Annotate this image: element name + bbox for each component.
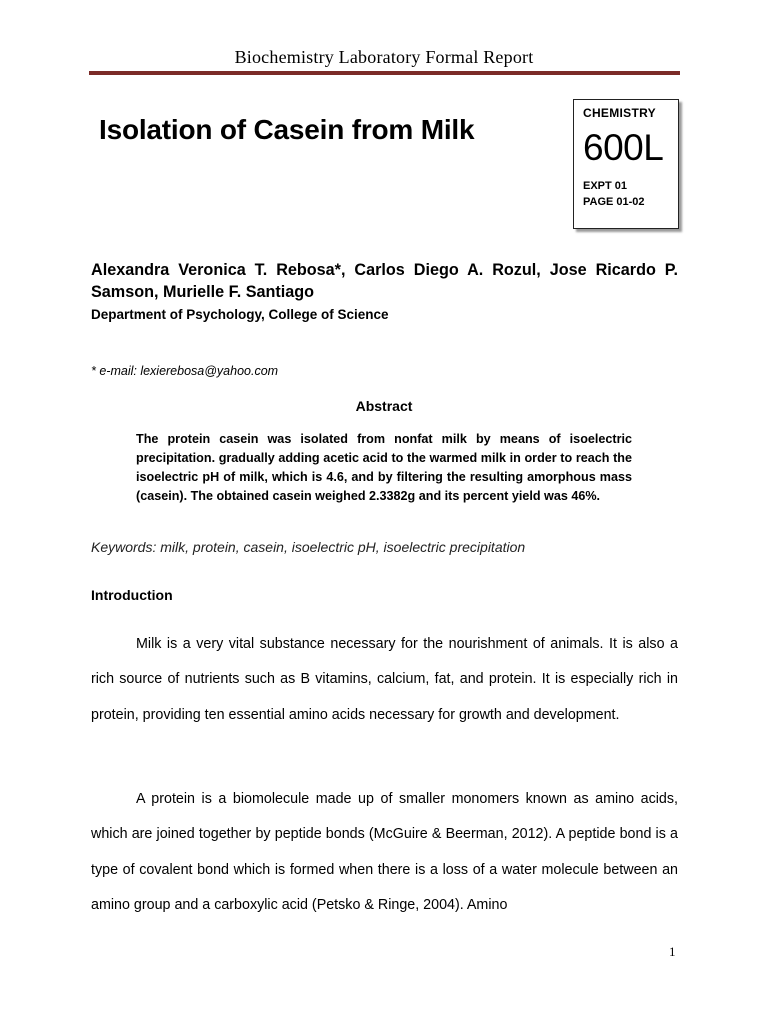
abstract-heading: Abstract	[355, 398, 413, 414]
keywords-line: Keywords: milk, protein, casein, isoelectric pH, isoelectric precipitation	[91, 539, 526, 555]
page-number: 1	[669, 944, 676, 959]
header-divider	[89, 71, 680, 75]
author-list: Alexandra Veronica T. Rebosa*, Carlos Diego A. Rozul, Jose Ricardo P. Samson, Murielle F. Santiago	[91, 261, 678, 301]
introduction-heading: Introduction	[91, 587, 173, 603]
corresponding-email: * e-mail: lexierebosa@yahoo.com	[91, 364, 279, 378]
introduction-paragraph: A protein is a biomolecule made up of smaller monomers known as amino acids, which are joined together by peptide bonds (McGuire & Beerman, 2012). A peptide bond is a type of covalent bond which is formed when there is a loss of a water molecule between an amino group and a carboxylic acid (Petsko & Ringe, 2004). Amino	[91, 791, 678, 913]
report-title: Isolation of Casein from Milk	[99, 114, 475, 145]
course-number: 600L	[583, 127, 664, 168]
experiment-number: EXPT 01	[583, 180, 628, 192]
department-affiliation: Department of Psychology, College of Science	[91, 307, 389, 322]
introduction-paragraph: Milk is a very vital substance necessary for the nourishment of animals. It is also a rich source of nutrients such as B vitamins, calcium, fat, and protein. It is especially rich in protein, providing ten essential amino acids necessary for growth and development.	[91, 636, 678, 723]
abstract-text: The protein casein was isolated from nonfat milk by means of isoelectric precipitation. gradually adding acetic acid to the warmed milk in order to reach the isoelectric pH of milk, which is 4.6, and by filtering the resulting amorphous mass (casein). The obtained casein weighed 2.3382g and its percent yield was 46%.	[136, 432, 632, 503]
running-header: Biochemistry Laboratory Formal Report	[234, 47, 534, 67]
course-info-box	[573, 99, 679, 229]
course-subject: CHEMISTRY	[583, 106, 656, 120]
page-range: PAGE 01-02	[583, 196, 645, 208]
